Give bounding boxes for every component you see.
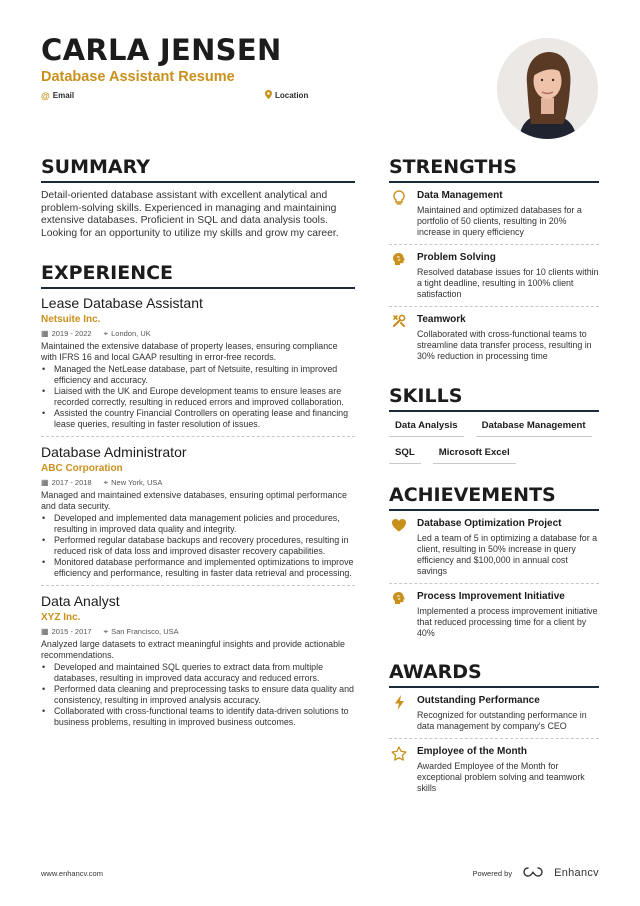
achievement-title: Process Improvement Initiative — [417, 591, 565, 602]
heart-icon — [389, 517, 409, 577]
job-location: New York, USA — [111, 478, 163, 488]
calendar-icon: ▦ — [41, 627, 49, 637]
contact-location — [265, 90, 308, 101]
job-title: Database Administrator — [41, 444, 187, 461]
job-bullet: • Performed data cleaning and preprocessing tasks to ensure data quality and consistency, resulting in improved analysis accuracy. — [41, 684, 355, 706]
skills-list — [389, 420, 599, 464]
strength-title: Teamwork — [417, 314, 466, 325]
achievement-item — [389, 584, 599, 639]
achievement-description: Led a team of 5 in optimizing a database for a client, resulting in 50% increase in query efficiency and $100,000 in annual cost savings — [417, 533, 598, 576]
strength-title: Data Management — [417, 190, 503, 201]
awards-heading: AWARDS — [389, 661, 599, 688]
job-bullets — [41, 513, 355, 579]
job-dates: 2017 - 2018 — [51, 478, 92, 488]
job-bullet: • Developed and maintained SQL queries to extract data from multiple databases, resulting in improved data accuracy and reduced errors. — [41, 662, 355, 684]
job-bullet: • Developed and implemented data management policies and procedures, resulting in improved data quality and integrity. — [41, 513, 355, 535]
star-icon — [389, 745, 409, 794]
award-description: Awarded Employee of the Month for exceptional problem solving and teamwork skills — [417, 761, 585, 793]
contact-email[interactable] — [41, 90, 265, 101]
brain-icon — [389, 590, 409, 639]
skill-tag: SQL — [389, 447, 421, 464]
job-location: San Francisco, USA — [111, 627, 179, 637]
strength-item — [389, 245, 599, 300]
page-footer — [41, 866, 599, 880]
job-bullet: • Assisted the country Financial Controllers on operating lease and financing lease queries, resulting in faster resolution of issues. — [41, 408, 355, 430]
experience-item — [41, 444, 355, 579]
award-description: Recognized for outstanding performance in data management by company's CEO — [417, 710, 587, 731]
strength-description: Resolved database issues for 10 clients within a tight deadline, resulting in 100% client satisfaction — [417, 267, 599, 299]
strengths-list — [389, 183, 599, 362]
resume-header — [41, 32, 461, 101]
strength-description: Maintained and optimized databases for a portfolio of 50 clients, resulting in 20% increase in query efficiency — [417, 205, 582, 237]
job-meta — [41, 478, 355, 488]
divider — [41, 436, 355, 437]
skills-heading: SKILLS — [389, 385, 599, 412]
job-bullet: • Liaised with the UK and Europe development teams to ensure leases are recorded correctly, resulting in reduced errors and improved collaboration. — [41, 386, 355, 408]
skill-tag: Database Management — [476, 420, 592, 437]
job-bullets — [41, 662, 355, 728]
calendar-icon: ▦ — [41, 329, 49, 339]
strengths-heading: STRENGTHS — [389, 156, 599, 183]
tools-icon — [389, 313, 409, 362]
experience-heading: EXPERIENCE — [41, 262, 355, 289]
brain-icon — [389, 251, 409, 300]
company-name: Netsuite Inc. — [41, 314, 101, 326]
summary-text: Detail-oriented database assistant with excellent analytical and problem-solving skills. Experienced in managing and maintaining extensive databases. Proficient in SQL and data analysis tools. Looking for an opportunity to utilize my skills and grow my career. — [41, 190, 339, 239]
achievement-title: Database Optimization Project — [417, 518, 562, 529]
lightning-icon — [389, 694, 409, 732]
experience-item — [41, 295, 355, 430]
lightbulb-icon — [389, 189, 409, 238]
awards-list — [389, 688, 599, 794]
company-name: XYZ Inc. — [41, 612, 81, 624]
brand-name: Enhancv — [554, 867, 599, 879]
strength-item — [389, 307, 599, 362]
job-location: London, UK — [111, 329, 151, 339]
location-pin-icon: ⌖ — [103, 627, 109, 637]
job-meta — [41, 627, 355, 637]
job-bullet: • Collaborated with cross-functional teams to identify data-driven solutions to business problems, resulting in improved business outcomes. — [41, 706, 355, 728]
skill-tag: Microsoft Excel — [433, 447, 516, 464]
experience-list — [41, 295, 355, 728]
experience-item — [41, 593, 355, 728]
summary-heading: SUMMARY — [41, 156, 355, 183]
job-dates: 2019 - 2022 — [51, 329, 92, 339]
divider — [41, 585, 355, 586]
strength-description: Collaborated with cross-functional teams to streamline data transfer process, resulting in 30% reduction in processing time — [417, 329, 592, 361]
award-item — [389, 688, 599, 732]
job-bullets — [41, 364, 355, 430]
location-pin-icon: ⌖ — [103, 329, 109, 339]
company-name: ABC Corporation — [41, 463, 123, 475]
location-label: Location — [275, 91, 309, 100]
achievement-item — [389, 511, 599, 577]
job-title: Lease Database Assistant — [41, 295, 203, 312]
resume-headline: Database Assistant Resume — [41, 69, 235, 85]
job-title: Data Analyst — [41, 593, 120, 610]
right-column — [389, 156, 599, 794]
enhancv-logo-icon — [522, 866, 544, 880]
award-title: Employee of the Month — [417, 746, 527, 757]
skill-tag: Data Analysis — [389, 420, 464, 437]
achievements-heading: ACHIEVEMENTS — [389, 484, 599, 511]
powered-by-label: Powered by — [472, 868, 513, 878]
job-description: Managed and maintained extensive databases, ensuring optimal performance and data security. — [41, 490, 347, 512]
achievement-description: Implemented a process improvement initiative that reduced processing time for a client by 40% — [417, 606, 598, 638]
email-label: Email — [52, 91, 75, 100]
contact-row — [41, 90, 461, 101]
at-icon: @ — [41, 90, 50, 101]
location-pin-icon — [265, 90, 272, 101]
job-dates: 2015 - 2017 — [51, 627, 92, 637]
job-meta — [41, 329, 355, 339]
award-item — [389, 739, 599, 794]
profile-photo — [497, 38, 598, 139]
calendar-icon: ▦ — [41, 478, 49, 488]
candidate-name: CARLA JENSEN — [41, 33, 282, 67]
job-description: Maintained the extensive database of property leases, ensuring compliance with IFRS 16 and local GAAP resulting in error-free records. — [41, 341, 338, 363]
strength-item — [389, 183, 599, 238]
job-bullet: • Monitored database performance and implemented optimizations to improve efficiency and performance, resulting in faster data retrieval and processing. — [41, 557, 355, 579]
brand-block — [472, 866, 599, 880]
job-description: Analyzed large datasets to extract meaningful insights and provide actionable recommendations. — [41, 639, 345, 661]
strength-title: Problem Solving — [417, 252, 496, 263]
location-pin-icon: ⌖ — [103, 478, 109, 488]
left-column — [41, 156, 355, 728]
achievements-list — [389, 511, 599, 639]
award-title: Outstanding Performance — [417, 695, 540, 706]
footer-url[interactable]: www.enhancv.com — [41, 868, 103, 878]
job-bullet: • Managed the NetLease database, part of Netsuite, resulting in improved efficiency and accuracy. — [41, 364, 355, 386]
job-bullet: • Performed regular database backups and recovery procedures, resulting in reduced risk of data loss and improved disaster recovery capabilities. — [41, 535, 355, 557]
